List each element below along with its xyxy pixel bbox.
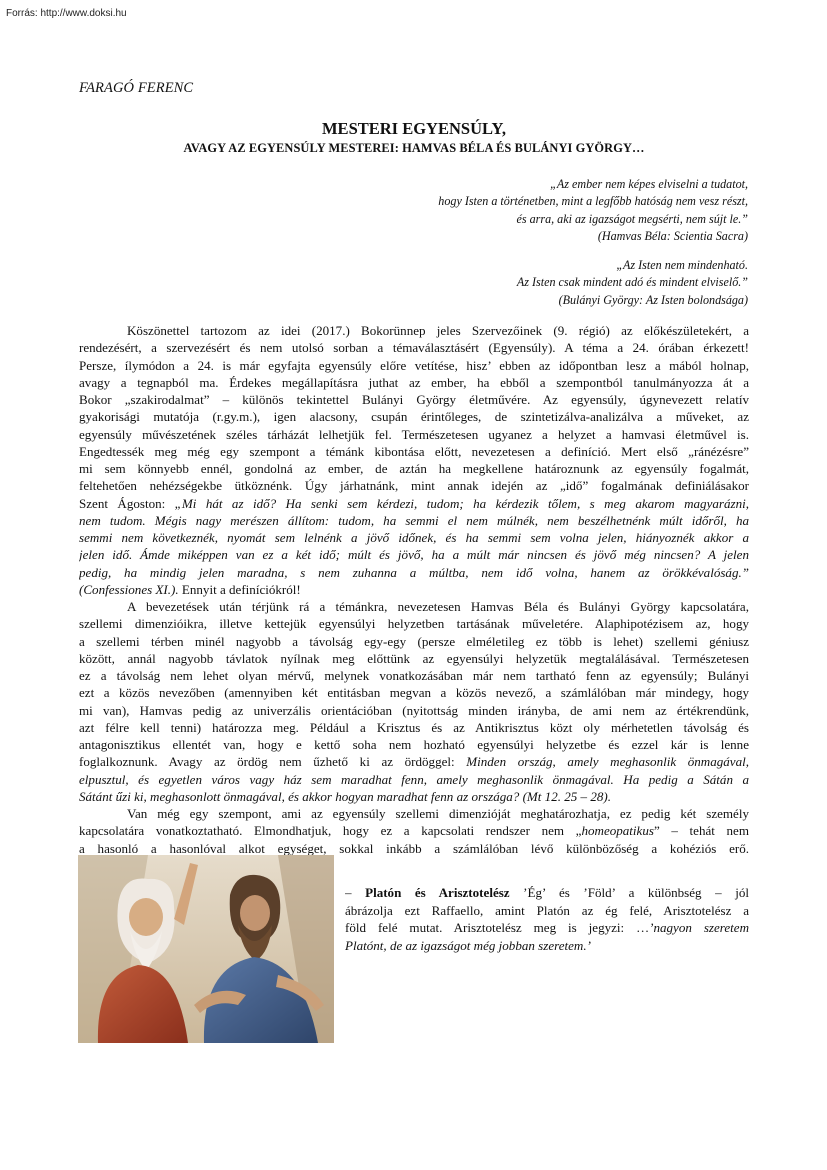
emphasis: ’nagyon szeretem	[649, 920, 749, 936]
epigraph-line: „Az Isten nem mindenható.	[616, 258, 748, 272]
body-line: ez a távolság nem lehet olyan mérvű, melynek vonatkozásában már nem tartható fenn az egyensúly; Bulányi	[79, 668, 749, 683]
epigraph-line: hogy Isten a történetben, mint a legfőbb hatóság nem vesz részt,	[438, 194, 748, 209]
body-line: pedig, ha mindig jelen maradna, s nem zuhanna a múltba, nem idő volna, hanem az örökkévalóság.”	[79, 564, 749, 580]
body-line: Sátánt űzi ki, meghasonlott önmagával, és akkor hogyan maradhat fenn az országa? (Mt 12. 25 – 28).	[79, 788, 611, 804]
body-line: Van még egy szempont, ami az egyensúly szellemi dimenzióját meghatározhatja, ez pedig két személy	[127, 806, 749, 821]
body-line: a hasonló a hasonlóval alkot egységet, sokkal inkább a számlálóban lévő különbözőség a kohéziós erő.	[79, 840, 749, 856]
emphasis: Minden ország, amely meghasonlik önmagával,	[466, 754, 749, 770]
body-text	[79, 322, 749, 874]
example-line: ábrázolja ezt Raffaello, amint Platón az ég felé, Arisztotelész a	[345, 902, 749, 918]
body-line: mi sem könnyebb ennél, gondolná az ember, de aztán ha megkellene határoznunk az egyensúly fogalmát,	[79, 461, 749, 476]
body-line: avagy a tegnapból ma. Érdekes megállapításra juthat az ember, ha ebből a szempontból tanulmányozza át a	[79, 374, 749, 390]
body-line: egyensúly művészetének széles tárházát lelhetjük fel. Természetesen ugyanez a helyzet a hamvasi életművel is.	[79, 426, 749, 442]
emphasis: Platón és Arisztotelész	[365, 885, 510, 900]
raffaello-painting-image	[78, 855, 334, 1043]
epigraph-line: Az Isten csak mindent adó és mindent elviselő.”	[516, 275, 748, 290]
example-line: föld felé mutat. Arisztotelész meg is jegyzi: …’nagyon szeretem	[345, 920, 749, 936]
body-line: rendezésért, a szervezésért és nem utolsó sorban a témaválasztásért (Egyensúly). A téma a 24. órában érkezett!	[79, 340, 749, 356]
document-subtitle: AVAGY AZ EGYENSÚLY MESTEREI: HAMVAS BÉLA ÉS BULÁNYI GYÖRGY…	[183, 141, 645, 155]
body-line: gyakorisági mutatója (r.gy.m.), igen alacsony, csupán érintőleges, de szintetizálva-analizálva a műveket, az	[79, 409, 749, 425]
body-line: A bevezetések után térjünk rá a témánkra, nevezetesen Hamvas Béla és Bulányi György kapcsolatára,	[127, 599, 749, 614]
platon-aristotle-illustration	[78, 855, 334, 1043]
body-line: feltehetően nehézségekbe ütköznénk. Úgy járhatnánk, mint annak idején az „idő” fogalmának definiálásakor	[79, 478, 749, 494]
body-line: Persze, ílymódon a 24. is már egyfajta egyensúly előre vetítése, hisz’ ebben az időpontban lesz a mából holnap,	[79, 357, 749, 373]
author-name: FARAGÓ FERENC	[79, 80, 194, 96]
emphasis: homeopatikus	[581, 823, 654, 839]
epigraph-line: „Az ember nem képes elviselni a tudatot,	[550, 177, 748, 191]
document-title: MESTERI EGYENSÚLY,	[321, 119, 506, 138]
example-line: – Platón és Arisztotelész ’Ég’ és ’Föld’ a különbség – jól	[345, 885, 749, 900]
body-line: ezt a közös nevezőben (amennyiben két entitásban megvan a közös nevező, a számlálóban már mindegy, hogy	[79, 685, 749, 701]
epigraph-source: (Bulányi György: Az Isten bolondsága)	[558, 292, 748, 307]
body-line: nem tudom. Mégis nagy merészen állítom: tudom, ha semmi el nem múlnék, nem beszélhetnénk múlt időről, ha	[79, 512, 749, 528]
example-line: Platónt, de az igazságot még jobban szeretem.’	[345, 937, 591, 953]
body-line: a szellemi térben minél nagyobb a távolság egy-egy (persze elméletileg ez több is lehet) szellemi géniusz	[79, 633, 749, 649]
source-note: Forrás: http://www.doksi.hu	[6, 8, 127, 19]
emphasis: „Mi hát az idő? Ha senki sem kérdezi, tudom; ha kérdezik tőlem, s meg akarom magyarázni,	[174, 495, 749, 511]
body-line: jelen idő. Ámde miképpen van ez a két idő; múlt és jövő, ha a múlt már nincsen és jövő még nincsen? A jelen	[79, 547, 749, 563]
body-line: Bokor „szakirodalmat” – különös tekintettel Bulányi György életművére. Az egyensúly, úgynevezett relatív	[79, 392, 749, 407]
emphasis: (Confessiones XI.).	[79, 581, 179, 597]
epigraph-line: és arra, aki az igazságot megsérti, nem sújt le.”	[516, 211, 748, 226]
body-line: Engedtessék meg még egy szempont a témánk kibontása előtt, nevezetesen a definíció. Mert első „ránézésre”	[79, 443, 749, 459]
example-platon-aristotle	[345, 884, 749, 954]
body-line: mi van), Hamvas pedig az univerzális orientációban (nyitottság minden irányba, de ami nem az értékrendünk,	[79, 702, 749, 718]
body-line: azt félre kell tenni) határozza meg. Például a Krisztus és az Antikrisztus közt oly mérhetetlen távolság és	[79, 719, 749, 735]
body-line: semmi nem következnék, nyomát sem lelnénk a jövő időnek, és ha semmi sem volna jelen, hiányoznék akkor a	[79, 530, 749, 545]
body-line: szellemi dimenzióikra, illetve kettejük egyensúlyi helyzetben tartásának műveletére. Alaphipotézisem az, hogy	[79, 616, 749, 632]
epigraph-source: (Hamvas Béla: Scientia Sacra)	[597, 228, 748, 243]
body-line: antagonisztikus ellentét van, hogy e kettő soha nem hozható egyensúlyi helyzetbe és ezzel kár is lenne	[79, 737, 749, 752]
body-line: elpusztul, és egyetlen város vagy ház sem maradhat fenn, amely meghasonlik önmagával. Ha pedig a Sátán a	[79, 771, 749, 787]
body-line: Köszönettel tartozom az idei (2017.) Bokorünnep jeles Szervezőinek (9. régió) az előkészületekért, a	[127, 323, 749, 338]
epigraph-bulanyi	[517, 257, 748, 309]
body-line: (Confessiones XI.). Ennyit a definíciókról!	[79, 581, 301, 597]
epigraph-hamvas	[438, 176, 748, 245]
body-line: foglalkoznunk. Avagy az ördög nem űzhető ki az ördöggel: Minden ország, amely meghasonlik önmagával,	[79, 754, 749, 770]
body-line: között, annál nagyobb távlatok nyílnak meg előttünk az egyensúlyi helyzetük megtalálásával. Természetesen	[79, 650, 749, 666]
body-line: kapcsolatára vonatkoztatható. Elmondhatjuk, hogy ez a kapcsolati rendszer nem „homeopatikus” – tehát nem	[79, 823, 749, 839]
body-line: Szent Ágoston: „Mi hát az idő? Ha senki sem kérdezi, tudom; ha kérdezik tőlem, s meg akarom magyarázni,	[79, 495, 749, 511]
